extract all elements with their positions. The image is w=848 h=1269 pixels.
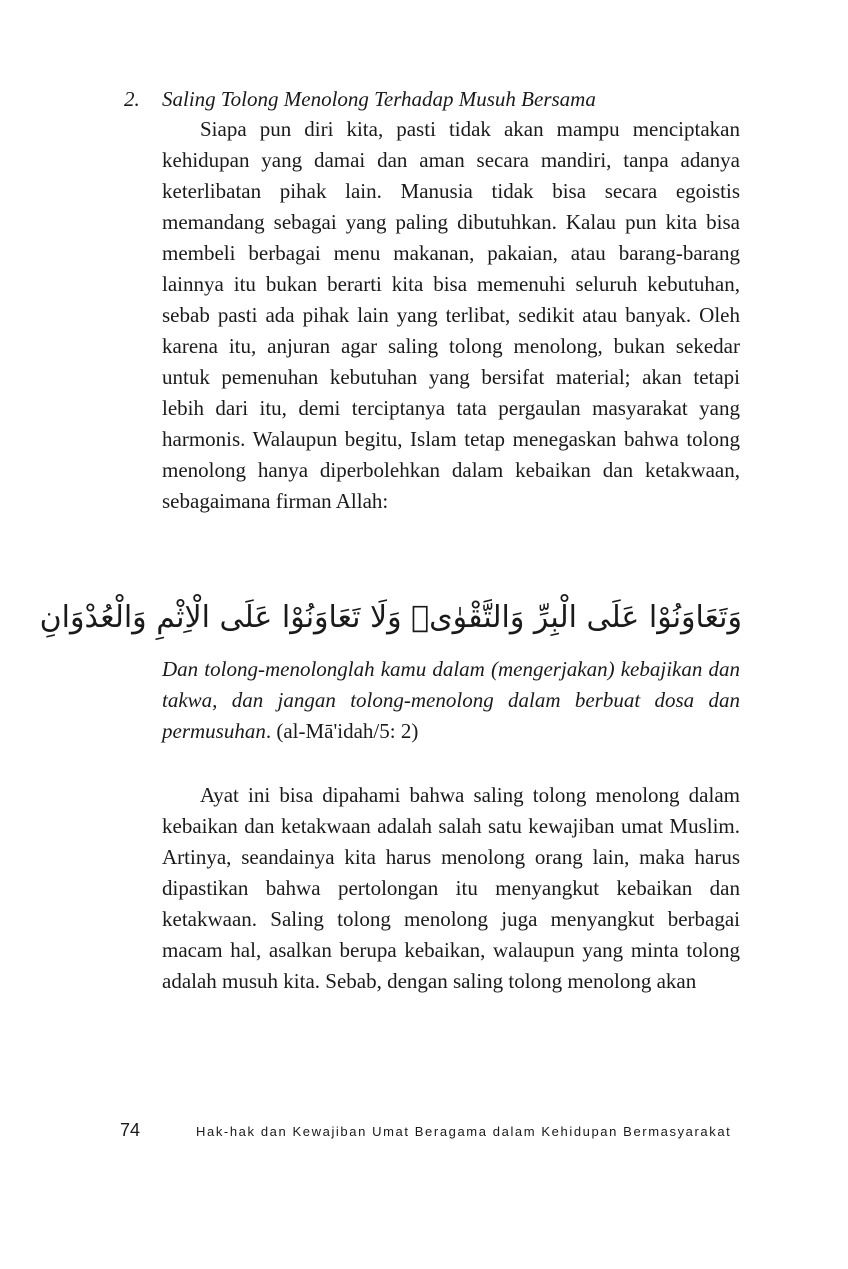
- quran-verse-arabic: وَتَعَاوَنُوْا عَلَى الْبِرِّ وَالتَّقْوٰىۖ وَلَا تَعَاوَنُوْا عَلَى الْاِثْمِ وَالْعُدْوَانِ: [39, 600, 742, 635]
- running-footer-title: Hak-hak dan Kewajiban Umat Beragama dalam Kehidupan Bermasyarakat: [196, 1124, 732, 1139]
- body-paragraph-1: Siapa pun diri kita, pasti tidak akan mampu menciptakan kehidupan yang damai dan aman secara mandiri, tanpa adanya keterlibatan pihak lain. Manusia tidak bisa secara egoistis memandang sebagai yang paling dibutuhkan. Kalau pun kita bisa membeli berbagai menu makanan, pakaian, atau barang-barang lainnya itu bukan berarti kita bisa memenuhi seluruh kebutuhan, sebab pasti ada pihak lain yang terlibat, sedikit atau banyak. Oleh karena itu, anjuran agar saling tolong menolong, bukan sekedar untuk pemenuhan kebutuhan yang bersifat material; akan tetapi lebih dari itu, demi terciptanya tata pergaulan masyarakat yang harmonis. Walaupun begitu, Islam tetap menegaskan bahwa tolong menolong hanya diperbolehkan dalam kebaikan dan ketakwaan, sebagaimana firman Allah:: [162, 117, 740, 513]
- body-paragraph-2: Ayat ini bisa dipahami bahwa saling tolong menolong dalam kebaikan dan ketakwaan adalah salah satu kewajiban umat Muslim. Artinya, seandainya kita harus menolong orang lain, maka harus dipastikan bahwa pertolongan itu menyangkut kebaikan dan ketakwaan. Saling tolong menolong juga menyangkut berbagai macam hal, asalkan berupa kebaikan, walaupun yang minta tolong adalah musuh kita. Sebab, dengan saling tolong menolong akan: [162, 783, 740, 993]
- page-number: 74: [120, 1120, 141, 1140]
- verse-reference: . (al-Mā'idah/5: 2): [265, 719, 419, 743]
- section-number: 2.: [124, 87, 140, 111]
- section-title: Saling Tolong Menolong Terhadap Musuh Bersama: [162, 87, 596, 111]
- section-heading: [124, 84, 744, 114]
- verse-translation: [162, 654, 740, 747]
- verse-translation-text: Dan tolong-menolonglah kamu dalam (mengerjakan) kebajikan dan takwa, dan jangan tolong-menolong dalam berbuat dosa dan permusuhan: [162, 657, 740, 743]
